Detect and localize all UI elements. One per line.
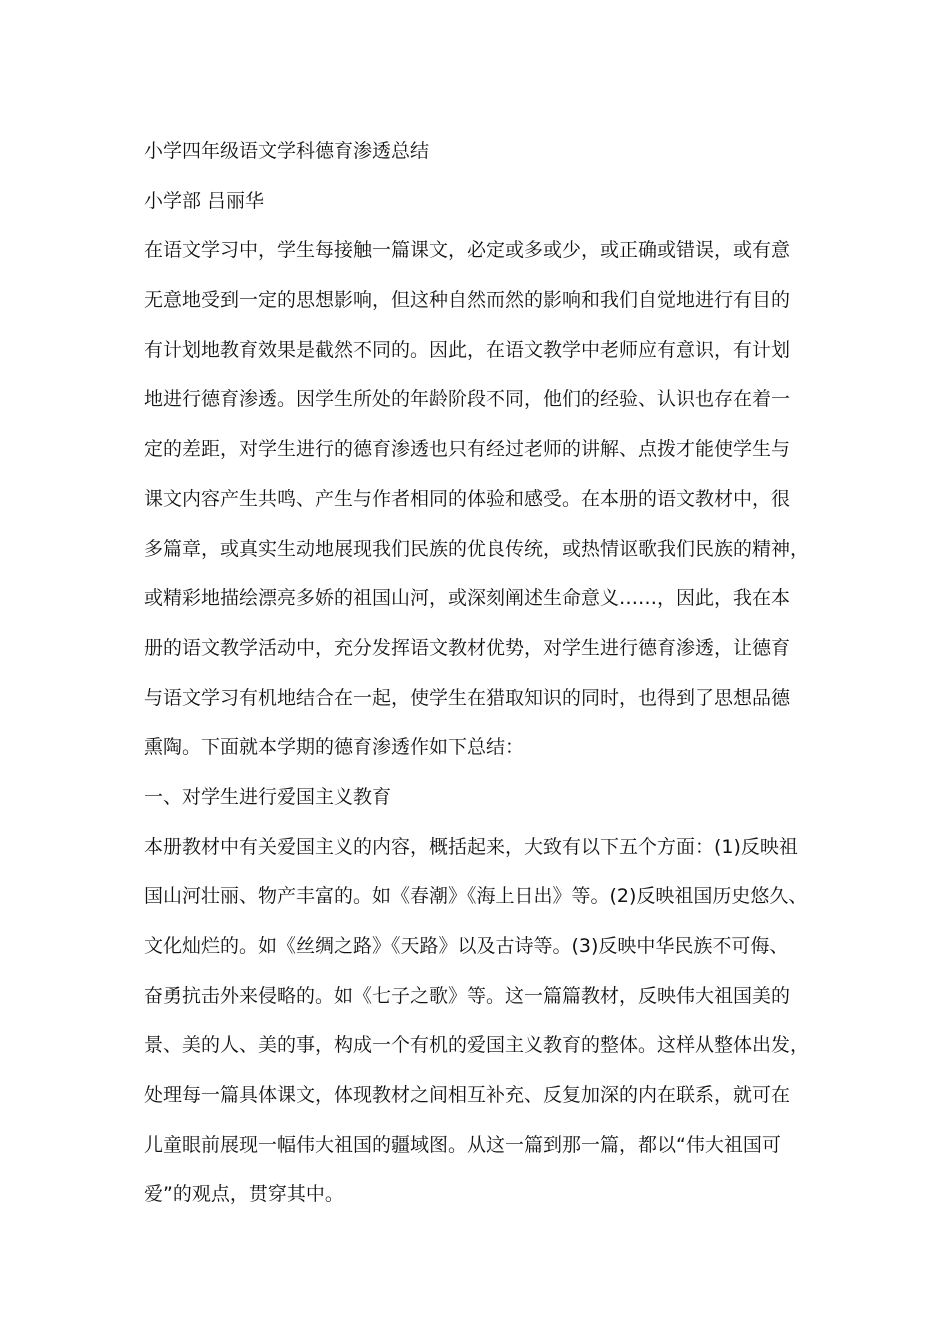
section-line: 景、美的人、美的事，构成一个有机的爱国主义教育的整体。这样从整体出发， <box>144 1034 810 1057</box>
intro-line: 有计划地教育效果是截然不同的。因此，在语文教学中老师应有意识，有计划 <box>144 338 791 361</box>
section-line: 文化灿烂的。如《丝绸之路》《天路》以及古诗等。(3)反映中华民族不可侮、 <box>144 935 789 957</box>
section-line: 处理每一篇具体课文，体现教材之间相互补充、反复加深的内在联系，就可在 <box>144 1084 791 1107</box>
document-title: 小学四年级语文学科德育渗透总结 <box>144 140 430 162</box>
section-line: 儿童眼前展现一幅伟大祖国的疆域图。从这一篇到那一篇，都以“伟大祖国可 <box>144 1133 781 1156</box>
section-line: 国山河壮丽、物产丰富的。如《春潮》《海上日出》等。(2)反映祖国历史悠久、 <box>144 885 808 908</box>
section-line: 爱”的观点，贯穿其中。 <box>144 1183 344 1206</box>
intro-line: 地进行德育渗透。因学生所处的年龄阶段不同，他们的经验、认识也存在着一 <box>144 388 791 411</box>
section-line: 本册教材中有关爱国主义的内容，概括起来，大致有以下五个方面：(1)反映祖 <box>144 835 798 858</box>
document-author: 小学部 吕丽华 <box>144 189 265 212</box>
intro-line: 或精彩地描绘漂亮多娇的祖国山河，或深刻阐述生命意义……，因此，我在本 <box>144 587 791 610</box>
intro-line: 课文内容产生共鸣、产生与作者相同的体验和感受。在本册的语文教材中，很 <box>144 487 791 510</box>
intro-line: 多篇章，或真实生动地展现我们民族的优良传统，或热情讴歌我们民族的精神， <box>144 537 810 560</box>
intro-line: 在语文学习中，学生每接触一篇课文，必定或多或少，或正确或错误，或有意 <box>144 239 791 262</box>
intro-line: 无意地受到一定的思想影响，但这种自然而然的影响和我们自觉地进行有目的 <box>144 289 791 312</box>
intro-line: 与语文学习有机地结合在一起，使学生在猎取知识的同时，也得到了思想品德 <box>144 686 791 709</box>
document-body <box>144 133 814 1226</box>
intro-line: 熏陶。下面就本学期的德育渗透作如下总结： <box>144 736 525 759</box>
intro-line: 册的语文教学活动中，充分发挥语文教材优势，对学生进行德育渗透，让德育 <box>144 636 791 659</box>
intro-line: 定的差距，对学生进行的德育渗透也只有经过老师的讲解、点拨才能使学生与 <box>144 438 791 461</box>
section-heading: 一、对学生进行爱国主义教育 <box>144 785 392 808</box>
section-line: 奋勇抗击外来侵略的。如《七子之歌》等。这一篇篇教材，反映伟大祖国美的 <box>144 984 791 1007</box>
